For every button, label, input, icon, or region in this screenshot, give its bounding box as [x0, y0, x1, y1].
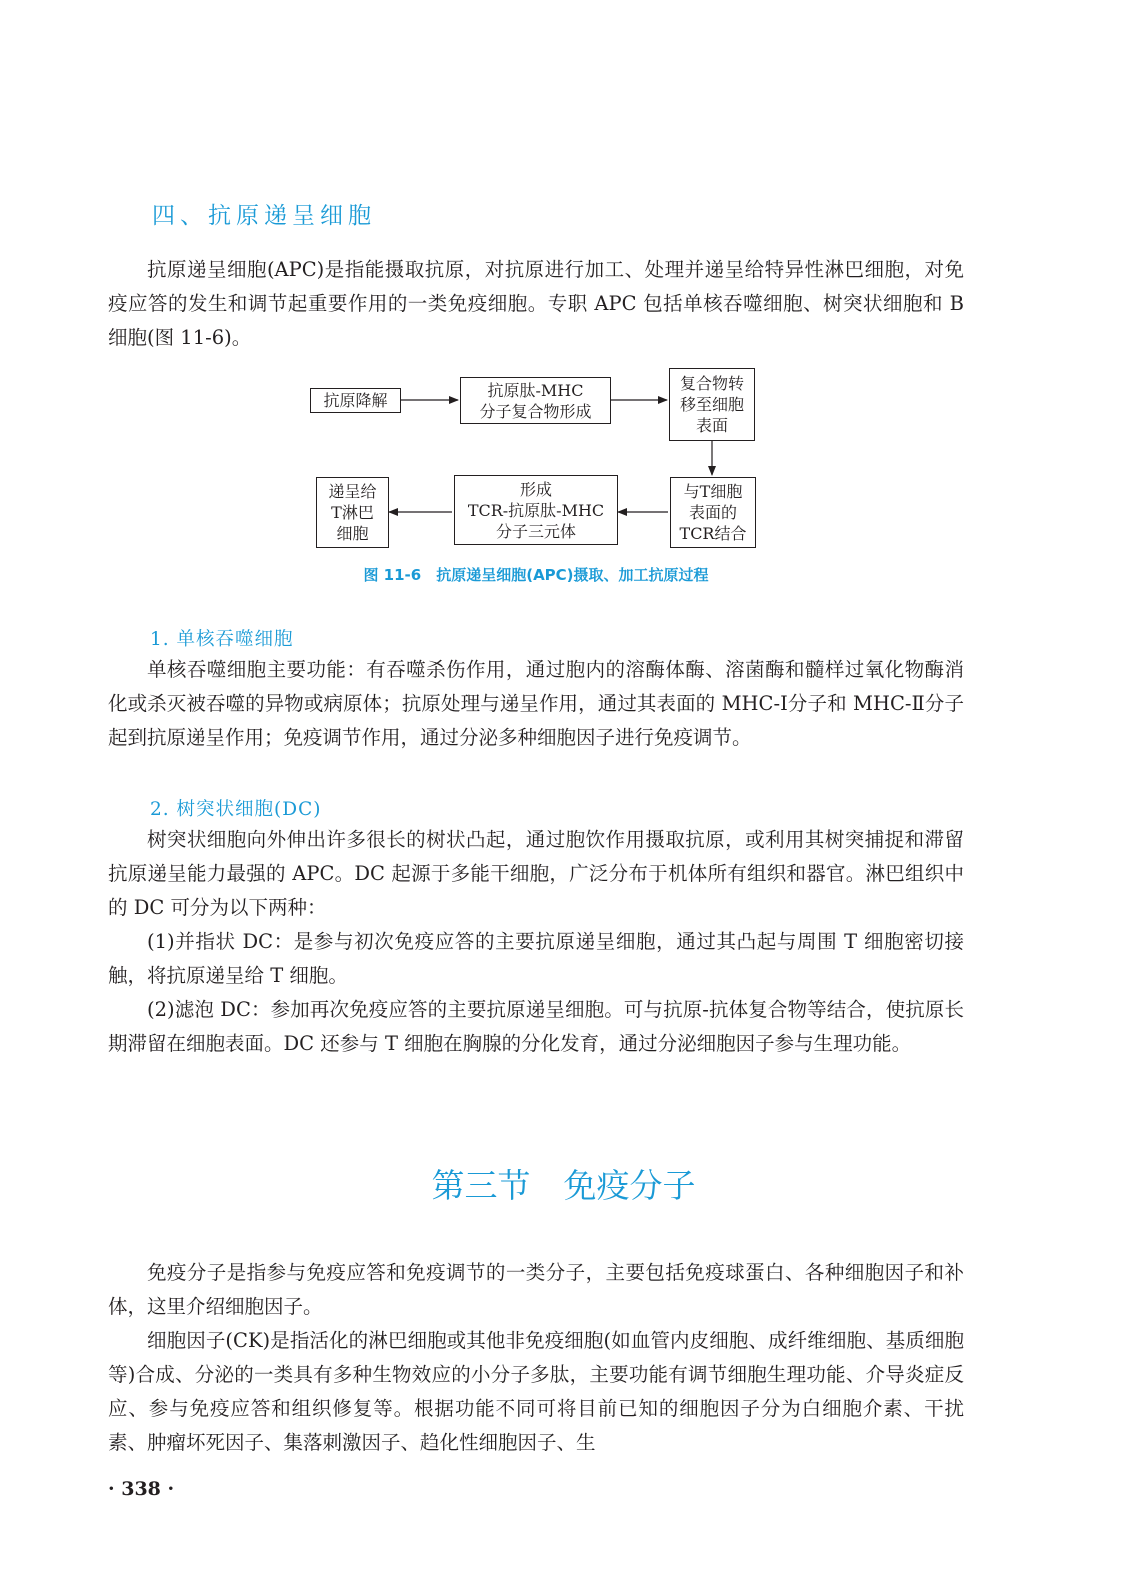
box-trimer-formation: [454, 475, 618, 545]
dendritic-item-2: (2)滤泡 DC：参加再次免疫应答的主要抗原递呈细胞。可与抗原-抗体复合物等结合，使抗原长期滞留在细胞表面。DC 还参与 T 细胞在胸腺的分化发育，通过分泌细胞因子参与生理功能。: [108, 998, 964, 1055]
box-line: 分子三元体: [495, 521, 576, 541]
box-line: 与T细胞: [683, 482, 743, 501]
apc-flow-diagram: [300, 362, 770, 557]
box-antigen-degradation: [310, 388, 401, 413]
box-line: TCR-抗原肽-MHC: [467, 500, 605, 520]
box-line: 抗原降解: [323, 391, 388, 410]
immune-molecules-paragraph: 免疫分子是指参与免疫应答和免疫调节的一类分子，主要包括免疫球蛋白、各种细胞因子和补体，这里介绍细胞因子。: [108, 1261, 964, 1318]
section-heading: 四、抗原递呈细胞: [152, 203, 376, 229]
box-line: 抗原肽-MHC: [487, 380, 584, 400]
figure-caption: 图 11-6 抗原递呈细胞(APC)摄取、加工抗原过程: [363, 566, 709, 584]
box-present-to-t-cell: [316, 477, 389, 548]
page-number: · 338 ·: [108, 1478, 175, 1500]
box-line: 细胞: [336, 524, 369, 543]
box-line: T淋巴: [331, 503, 374, 522]
cytokine-paragraph: 细胞因子(CK)是指活化的淋巴细胞或其他非免疫细胞(如血管内皮细胞、成纤维细胞、基质细胞等)合成、分泌的一类具有多种生物效应的小分子多肽，主要功能有调节细胞生理功能、介导炎症反应、参与免疫应答和组织修复等。根据功能不同可将目前已知的细胞因子分为白细胞介素、干扰素、肿瘤坏死因子、集落刺激因子、趋化性细胞因子、生: [108, 1329, 964, 1454]
box-line: 复合物转: [679, 374, 744, 393]
box-line: 递呈给: [328, 482, 377, 501]
subheading-dendritic: 2. 树突状细胞(DC): [150, 799, 322, 820]
subheading-mononuclear: 1. 单核吞噬细胞: [150, 629, 294, 650]
apc-intro-paragraph: 抗原递呈细胞(APC)是指能摄取抗原，对抗原进行加工、处理并递呈给特异性淋巴细胞，对免疫应答的发生和调节起重要作用的一类免疫细胞。专职 APC 包括单核吞噬细胞、树突状细胞和 B 细胞(图 11-6)。: [108, 258, 964, 349]
dendritic-item-1: (1)并指状 DC：是参与初次免疫应答的主要抗原递呈细胞，通过其凸起与周围 T 细胞密切接触，将抗原递呈给 T 细胞。: [108, 930, 964, 987]
box-complex-formation: [460, 377, 611, 424]
box-line: 移至细胞: [679, 395, 744, 414]
box-line: 表面的: [688, 503, 737, 522]
chapter-title: 第三节 免疫分子: [431, 1166, 696, 1205]
box-line: 形成: [519, 479, 552, 499]
box-line: 表面: [695, 416, 728, 435]
mononuclear-paragraph: 单核吞噬细胞主要功能：有吞噬杀伤作用，通过胞内的溶酶体酶、溶菌酶和髓样过氧化物酶消化或杀灭被吞噬的异物或病原体；抗原处理与递呈作用，通过其表面的 MHC-Ⅰ分子和 MHC-Ⅱ分子起到抗原递呈作用；免疫调节作用，通过分泌多种细胞因子进行免疫调节。: [108, 658, 964, 749]
dendritic-paragraph: 树突状细胞向外伸出许多很长的树状凸起，通过胞饮作用摄取抗原，或利用其树突捕捉和滞留抗原递呈能力最强的 APC。DC 起源于多能干细胞，广泛分布于机体所有组织和器官。淋巴组织中的 DC 可分为以下两种：: [108, 828, 964, 919]
box-transfer-to-surface: [669, 368, 755, 441]
box-line: 分子复合物形成: [479, 401, 592, 421]
box-line: TCR结合: [679, 524, 747, 543]
box-tcr-binding: [670, 477, 756, 548]
